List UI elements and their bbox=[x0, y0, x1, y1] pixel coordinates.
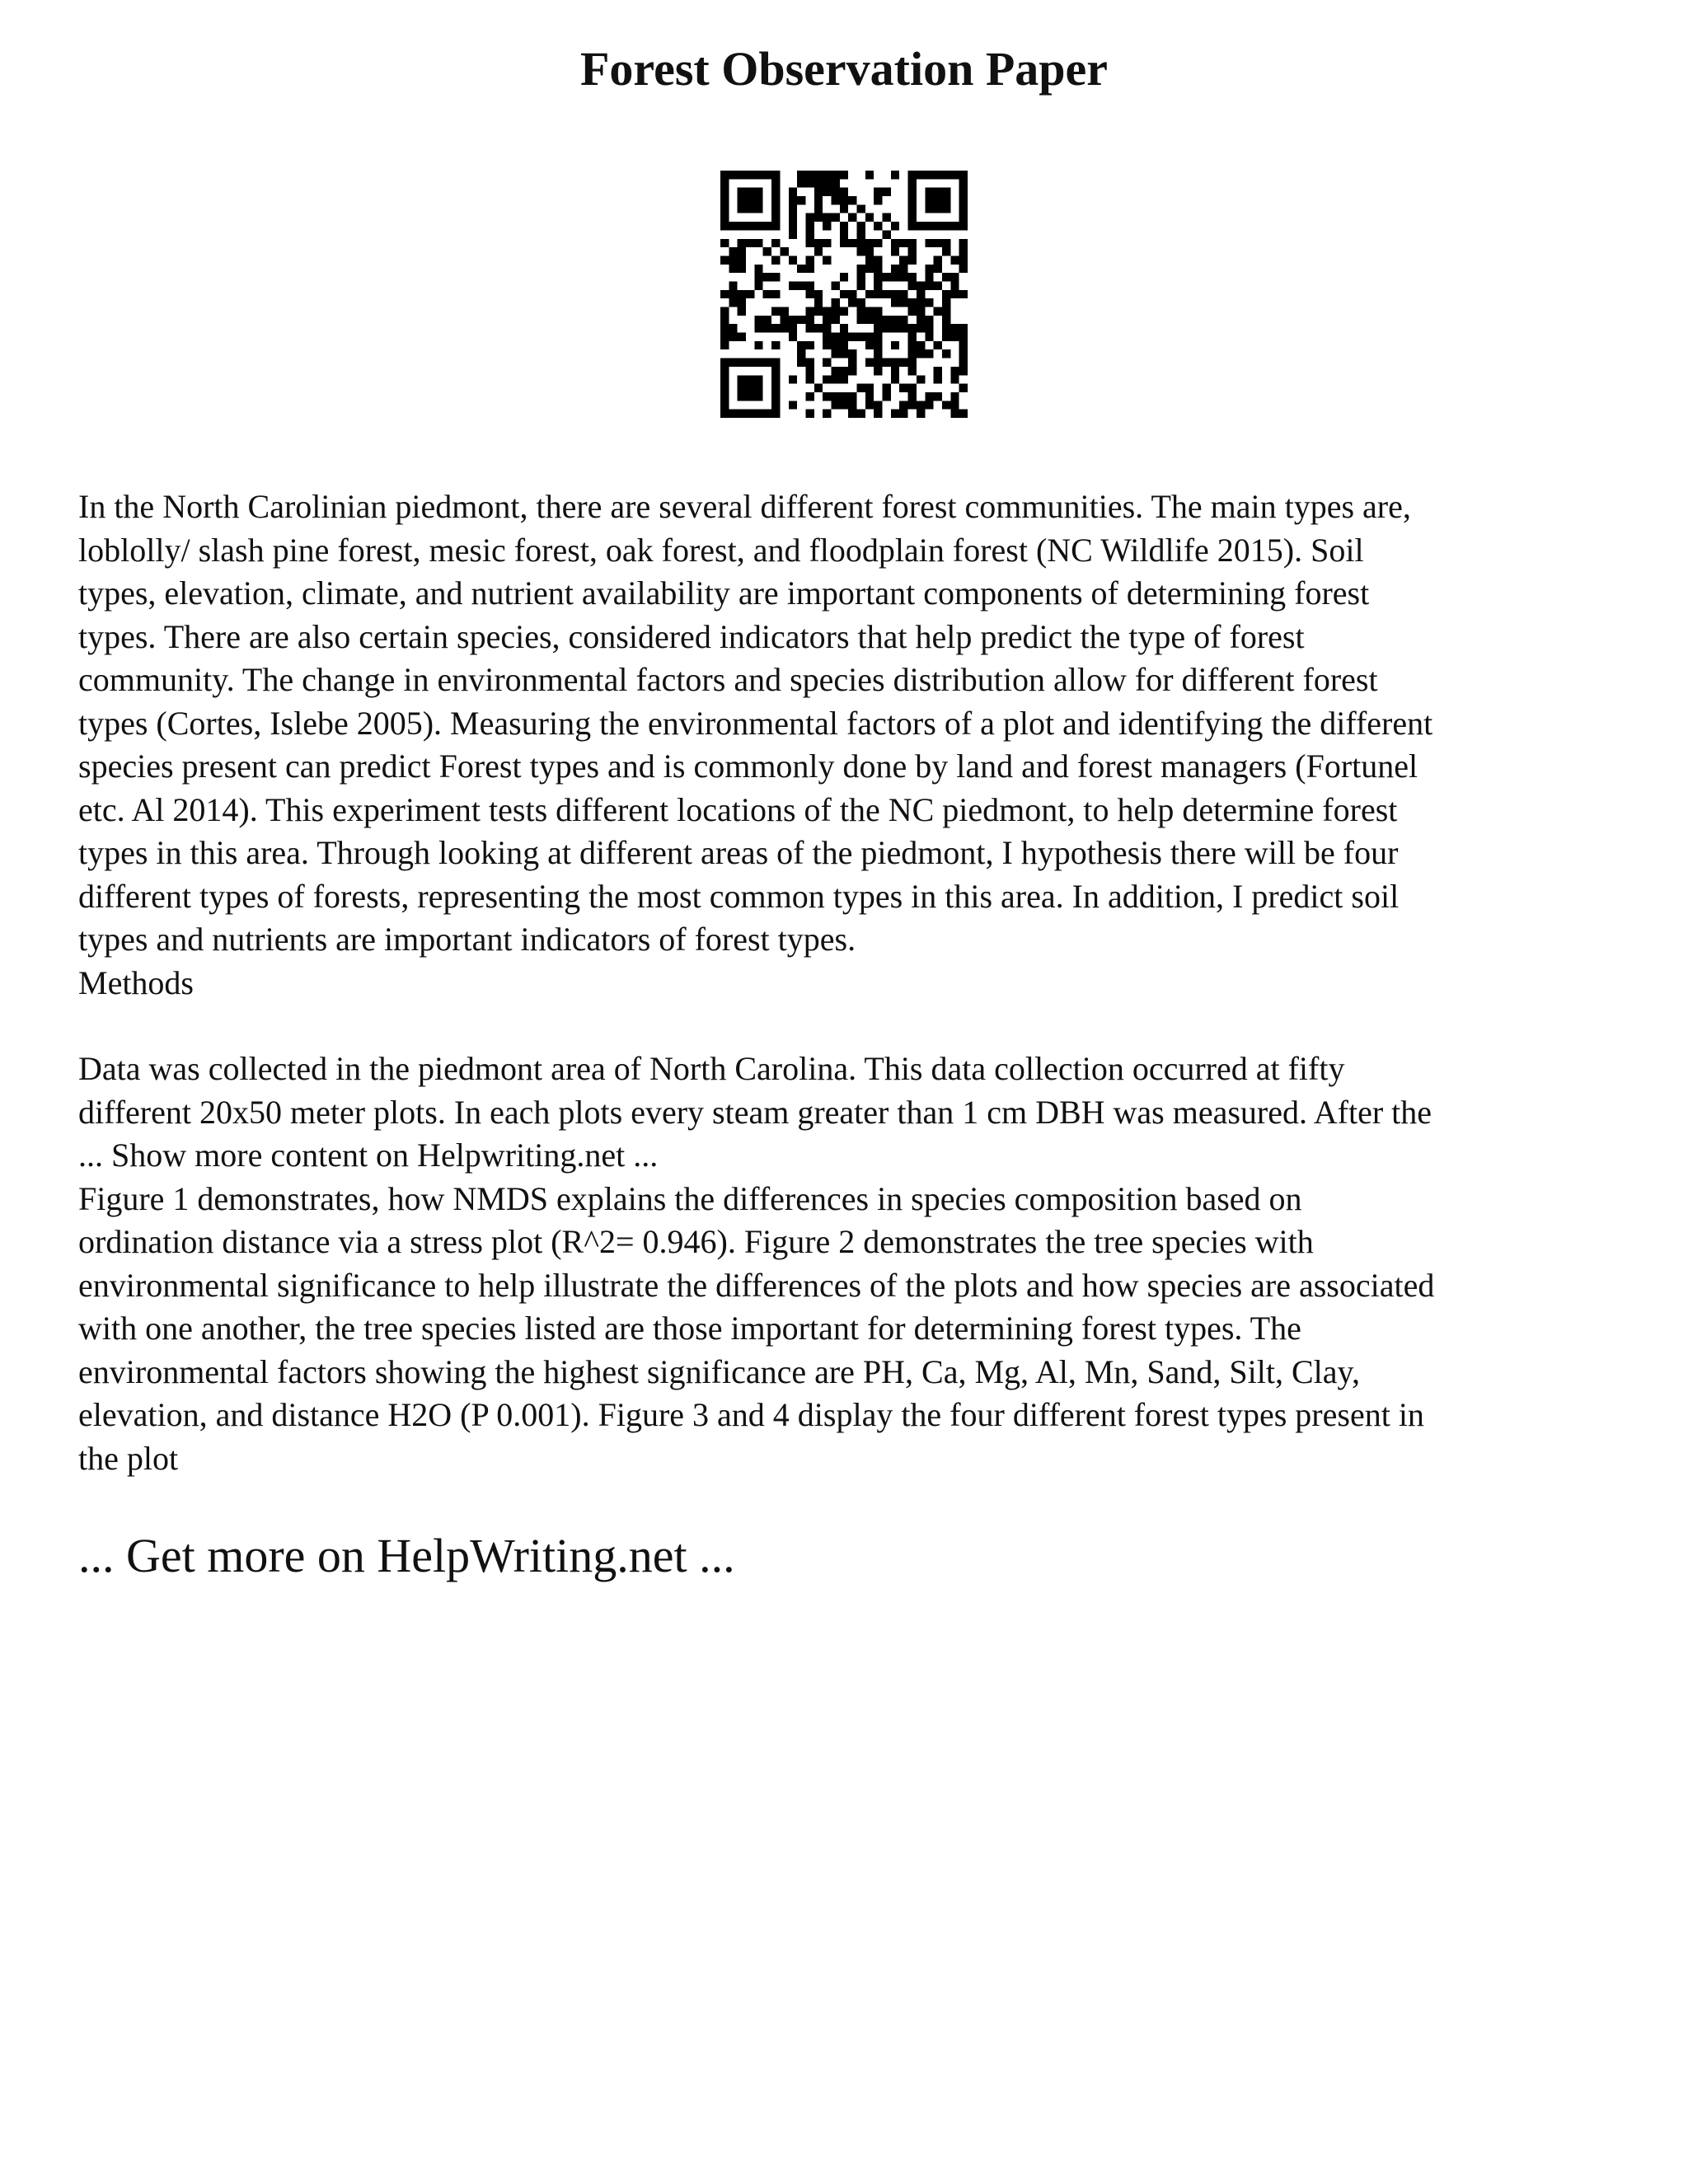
introduction-text bbox=[78, 485, 1628, 1005]
text-line: types, elevation, climate, and nutrient availability are important components of determining forest bbox=[78, 574, 1370, 612]
qr-code bbox=[720, 171, 968, 418]
text-line: types. There are also certain species, considered indicators that help predict the type of forest bbox=[78, 617, 1305, 655]
text-line: the plot bbox=[78, 1439, 179, 1477]
text-line: types and nutrients are important indicators of forest types. bbox=[78, 921, 856, 958]
text-line: Data was collected in the piedmont area of North Carolina. This data collection occurred at fifty bbox=[78, 1050, 1345, 1087]
text-line: etc. Al 2014). This experiment tests different locations of the NC piedmont, to help determine forest bbox=[78, 790, 1398, 828]
text-line: with one another, the tree species listed are those important for determining forest types. The bbox=[78, 1310, 1301, 1347]
text-line: ordination distance via a stress plot (R^2= 0.946). Figure 2 demonstrates the tree species with bbox=[78, 1223, 1314, 1260]
text-line: different 20x50 meter plots. In each plots every steam greater than 1 cm DBH was measured. After the bbox=[78, 1093, 1432, 1131]
text-line: types in this area. Through looking at different areas of the piedmont, I hypothesis there will be four bbox=[78, 834, 1399, 871]
text-line: elevation, and distance H2O (P 0.001). Figure 3 and 4 display the four different forest types present in bbox=[78, 1396, 1424, 1433]
text-line: loblolly/ slash pine forest, mesic forest, oak forest, and floodplain forest (NC Wildlife 2015). Soil bbox=[78, 531, 1364, 569]
text-line: environmental significance to help illustrate the differences of the plots and how species are associated bbox=[78, 1266, 1435, 1304]
text-line: different types of forests, representing the most common types in this area. In addition, I predict soil bbox=[78, 877, 1400, 915]
text-line: environmental factors showing the highest significance are PH, Ca, Mg, Al, Mn, Sand, Silt, Clay, bbox=[78, 1352, 1360, 1390]
text-line: In the North Carolinian piedmont, there are several different forest communities. The main types are, bbox=[78, 488, 1411, 525]
methods-heading: Methods bbox=[78, 963, 194, 1001]
document-title: Forest Observation Paper bbox=[579, 42, 1109, 96]
methods-text bbox=[78, 1047, 1628, 1480]
show-more-link[interactable]: ... Show more content on Helpwriting.net ... bbox=[78, 1137, 659, 1174]
text-line: Figure 1 demonstrates, how NMDS explains the differences in species composition based on bbox=[78, 1179, 1302, 1217]
get-more-link[interactable]: ... Get more on HelpWriting.net ... bbox=[78, 1529, 735, 1582]
qr-code-icon bbox=[720, 171, 968, 418]
text-line: community. The change in environmental factors and species distribution allow for different forest bbox=[78, 661, 1378, 698]
text-line: species present can predict Forest types and is commonly done by land and forest managers (Fortunel bbox=[78, 748, 1418, 785]
text-line: types (Cortes, Islebe 2005). Measuring the environmental factors of a plot and identifying the different bbox=[78, 704, 1433, 742]
